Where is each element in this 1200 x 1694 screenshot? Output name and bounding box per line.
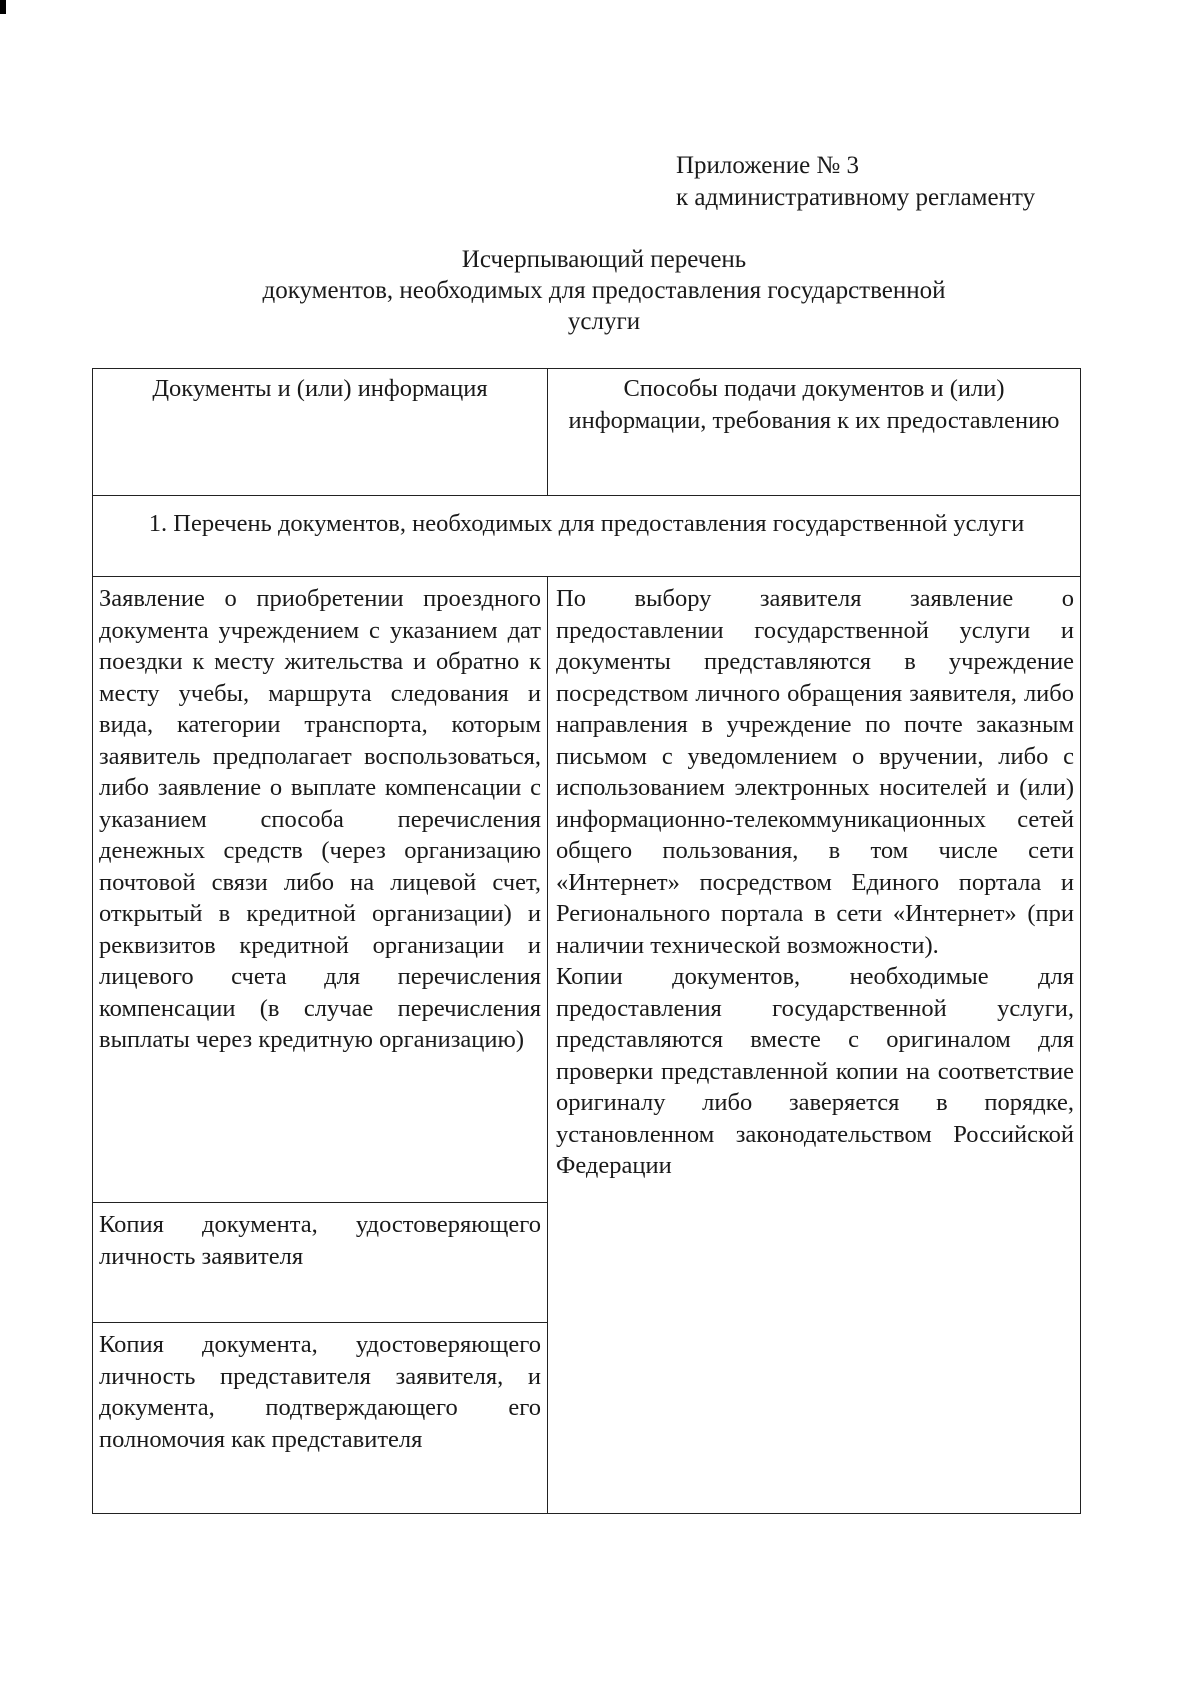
document-title	[200, 244, 1008, 337]
title-line-2: документов, необходимых для предоставления государственной	[262, 277, 946, 304]
section-row	[93, 496, 1081, 577]
section-title: 1. Перечень документов, необходимых для предоставления государственной услуги	[93, 496, 1081, 577]
submission-paragraph: Копии документов, необходимые для предоставления государственной услуги, представляются вместе с оригиналом для проверки представленной копии на соответствие оригиналу либо заверяется в порядке, установленном законодательством Российской Федерации	[556, 963, 1074, 1179]
appendix-header	[676, 150, 1035, 214]
document-cell: Заявление о приобретении проездного документа учреждением с указанием дат поездки к месту жительства и обратно к месту учебы, маршрута следования и вида, категории транспорта, которым заявитель предполагает воспользоваться, либо заявление о выплате компенсации с указанием способа перечисления денежных средств (через организацию почтовой связи либо на лицевой счет, открытый в кредитной организации) и реквизитов кредитной организации и лицевого счета для перечисления компенсации (в случае перечисления выплаты через кредитную организацию)	[93, 577, 548, 1203]
appendix-number: Приложение № 3	[676, 152, 860, 179]
document-cell: Копия документа, удостоверяющего личность представителя заявителя, и документа, подтверждающего его полномочия как представителя	[93, 1323, 548, 1514]
header-submission-methods: Способы подачи документов и (или) информации, требования к их предоставлению	[548, 369, 1081, 496]
appendix-reference: к административному регламенту	[676, 184, 1036, 211]
title-line-1: Исчерпывающий перечень	[461, 246, 747, 273]
table-row	[93, 577, 1081, 1203]
document-cell: Копия документа, удостоверяющего личность заявителя	[93, 1203, 548, 1323]
header-documents: Документы и (или) информация	[93, 369, 548, 496]
table-header-row	[93, 369, 1081, 496]
title-line-3: услуги	[567, 308, 641, 335]
documents-table	[92, 368, 1081, 1514]
submission-paragraph: По выбору заявителя заявление о предоставлении государственной услуги и документы представляются в учреждение посредством личного обращения заявителя, либо направления в учреждение по почте заказным письмом с уведомлением о вручении, либо с использованием электронных носителей и (или) информационно-телекоммуникационных сетей общего пользования, в том числе сети «Интернет» посредством Единого портала и Регионального портала в сети «Интернет» (при наличии технической возможности).	[556, 585, 1074, 959]
scan-artifact	[0, 0, 6, 14]
submission-cell	[548, 577, 1081, 1514]
